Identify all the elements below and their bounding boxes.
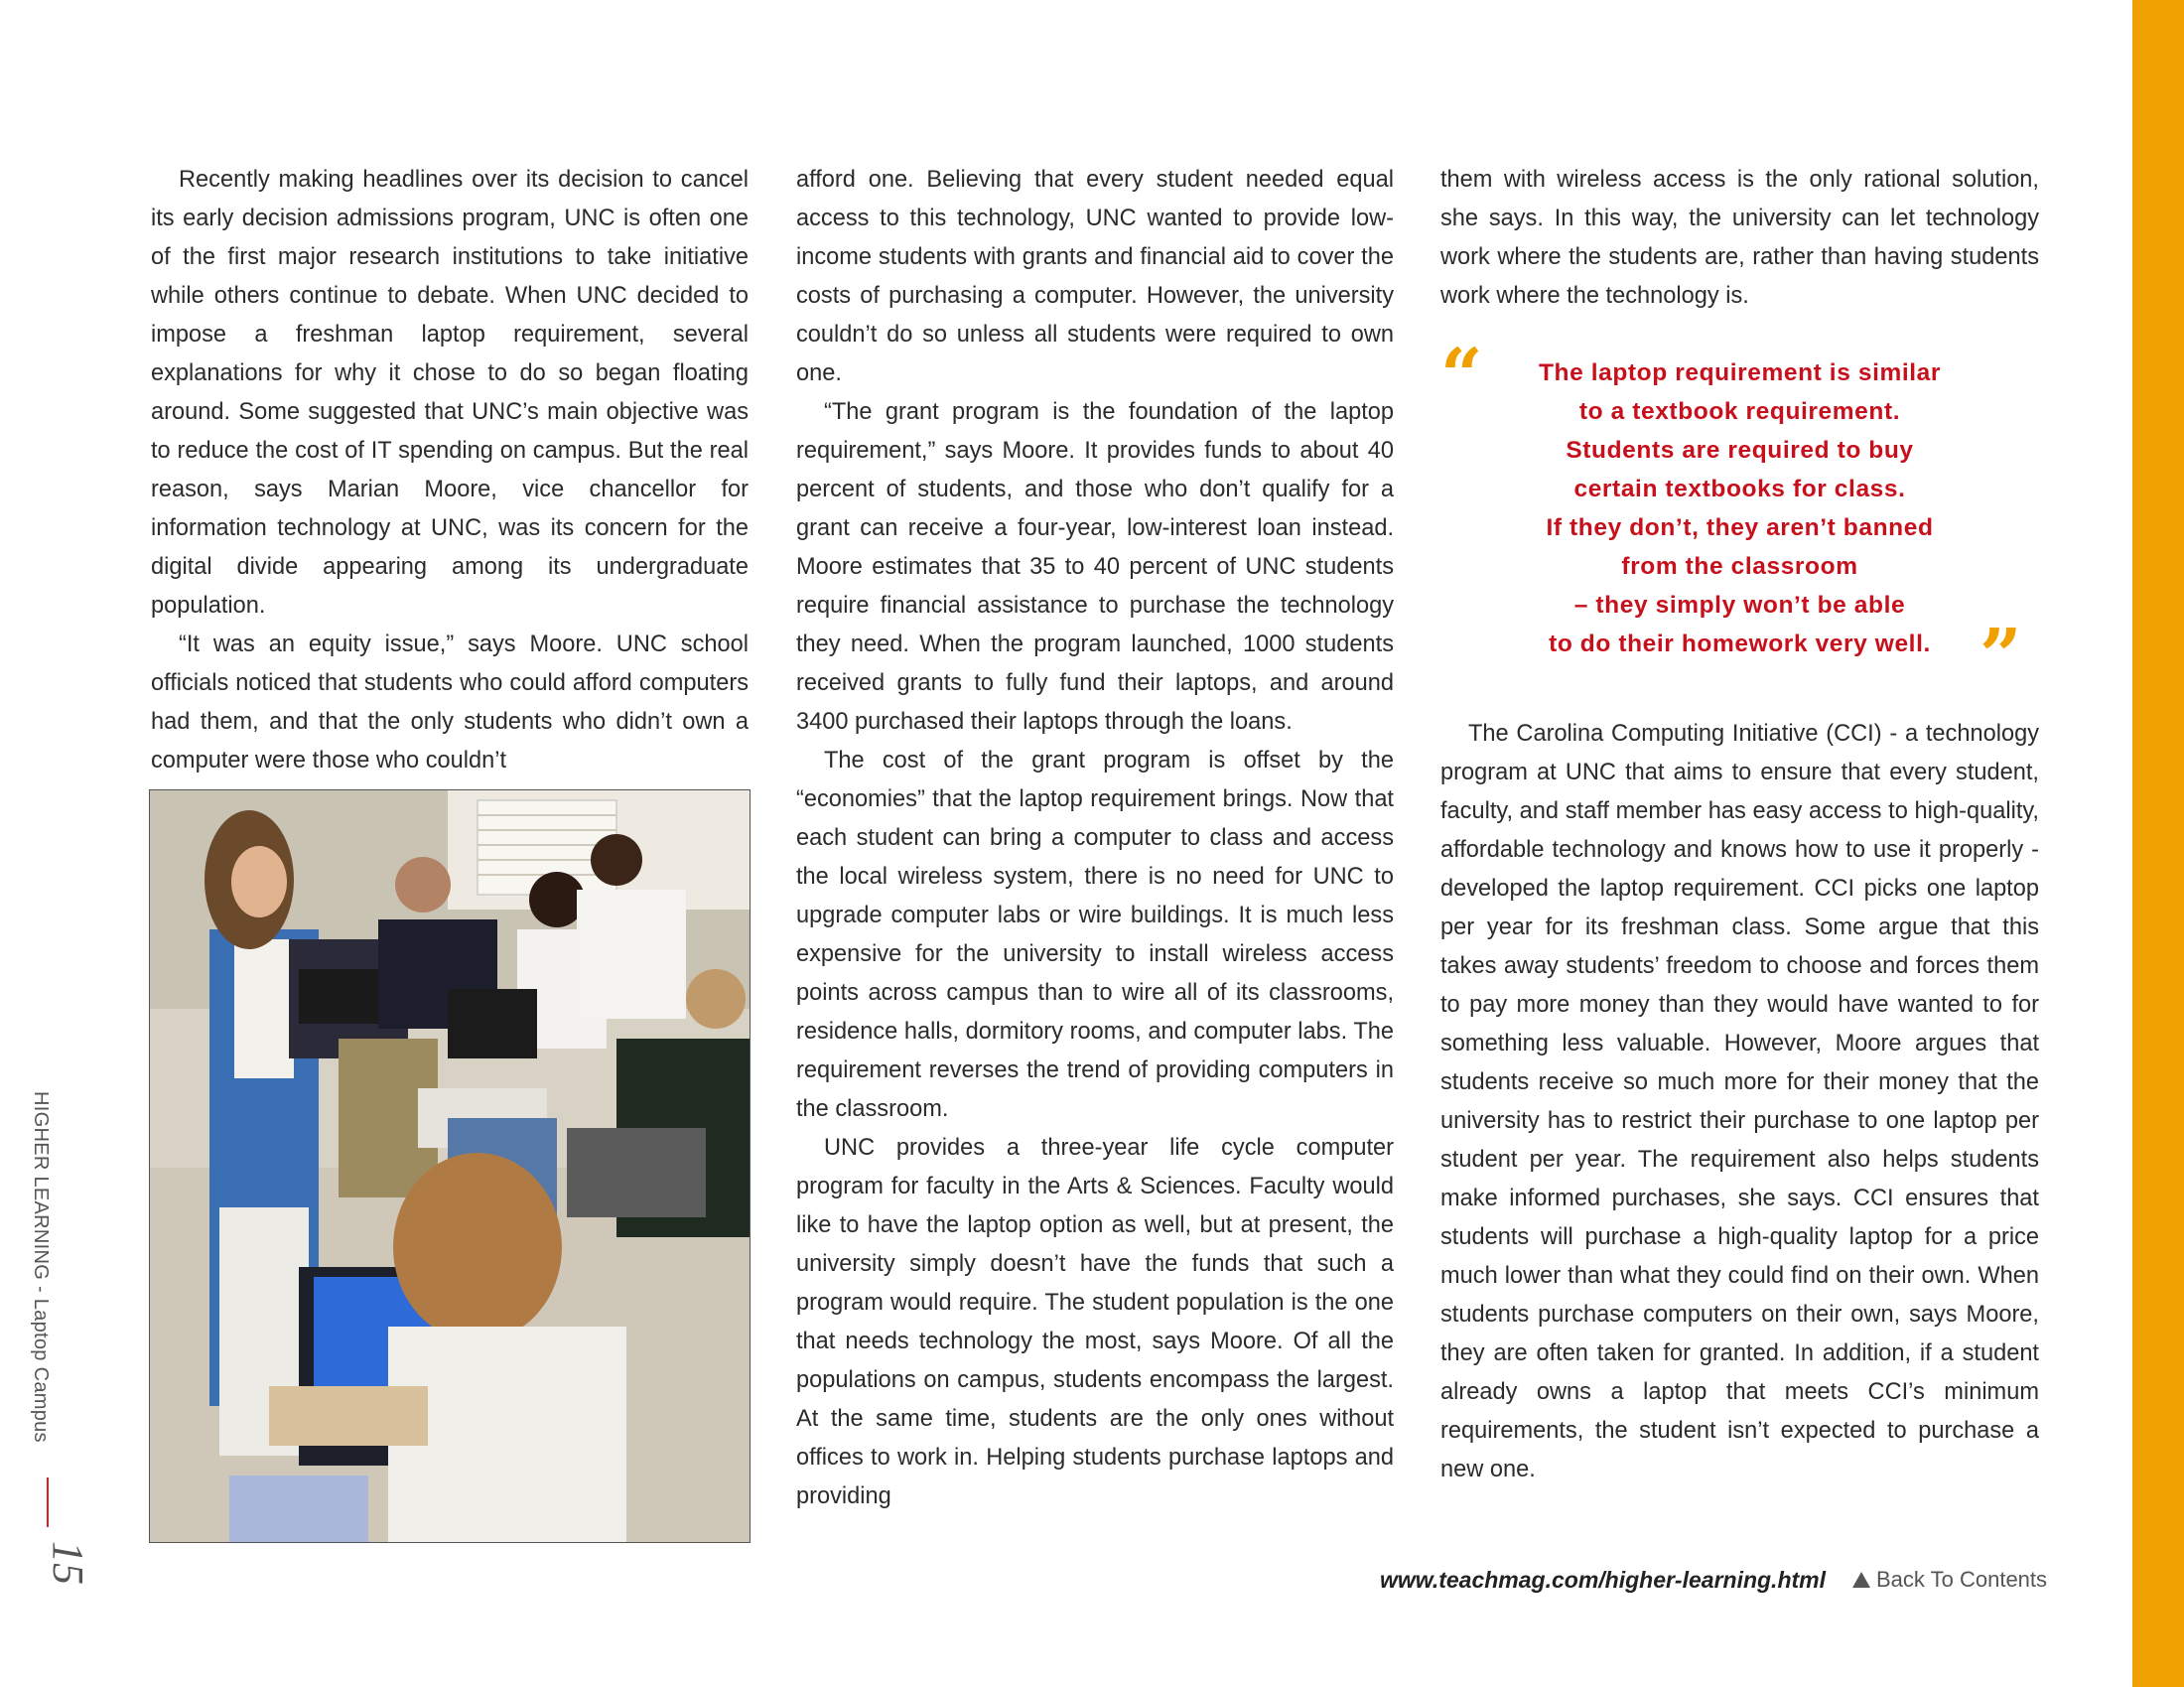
- classroom-photo: [149, 789, 751, 1543]
- pull-quote-line: from the classroom: [1621, 553, 1858, 580]
- paragraph: afford one. Believing that every student needed equal access to this technology, UNC wanted to provide low-income students with grants and financial aid to cover the costs of purchasing a computer. However, the university couldn’t do so unless all students were required to own one.: [796, 167, 1394, 386]
- page-number-text: 15: [44, 1541, 92, 1585]
- close-quote-mark: ”: [1979, 614, 2023, 699]
- section-label-text: HIGHER LEARNING - Laptop Campus: [30, 1091, 52, 1443]
- classroom-photo-illustration: [150, 790, 750, 1542]
- paragraph: UNC provides a three-year life cycle computer program for faculty in the Arts & Sciences. Faculty would like to have the laptop option as well, but at present, the university simply doesn’t have the funds that such a program would require. The student population is the one that needs technology the most, says Moore. Of all the populations on campus, students encompass the largest. At the same time, students are the only ones without offices to work in. Helping students purchase laptops and providing: [796, 1135, 1394, 1509]
- paragraph: Recently making headlines over its decision to cancel its early decision admissions program, UNC is often one of the first major research institutions to take initiative while others continue to debate. When UNC decided to impose a freshman laptop requirement, several explanations for why it chose to do so began floating around. Some suggested that UNC’s main objective was to reduce the cost of IT spending on campus. But the real reason, says Marian Moore, vice chancellor for information technology at UNC, was its concern for the digital divide appearing among its undergraduate population.: [151, 167, 749, 619]
- pull-quote-line: The laptop requirement is similar: [1538, 359, 1942, 386]
- paragraph: “The grant program is the foundation of the laptop requirement,” says Moore. It provides funds to about 40 percent of students, and those who don’t qualify for a grant can receive a four-year, low-interest loan instead. Moore estimates that 35 to 40 percent of UNC students require financial assistance to purchase the technology they need. When the program launched, 1000 students received grants to fully fund their laptops, and around 3400 purchased their laptops through the loans.: [796, 399, 1394, 735]
- paragraph: “It was an equity issue,” says Moore. UNC school officials noticed that students who could afford computers had them, and that the only students who didn’t own a computer were those who couldn’t: [151, 632, 749, 773]
- back-to-contents-label: Back To Contents: [1876, 1567, 2048, 1592]
- up-triangle-icon: [1852, 1572, 1870, 1588]
- pull-quote-line: to do their homework very well.: [1549, 631, 1931, 657]
- paragraph: The Carolina Computing Initiative (CCI) - a technology program at UNC that aims to ensure that every student, faculty, and staff member has easy access to high-quality, affordable technology and knows how to use it properly - developed the laptop requirement. CCI picks one laptop per year for its freshman class. Some argue that this takes away students’ freedom to choose and forces them to pay more money than they would have wanted to for something less valuable. However, Moore argues that students receive so much more for their money that the university has to restrict their purchase to one laptop per student per year. The requirement also helps students make informed purchases, she says. CCI ensures that students will purchase a high-quality laptop for a price much lower than what they could find on their own. When students purchase computers on their own, says Moore, they are often taken for granted. In addition, if a student already owns a laptop that meets CCI’s minimum requirements, the student isn’t expected to purchase a new one.: [1440, 721, 2039, 1482]
- paragraph: them with wireless access is the only rational solution, she says. In this way, the university can let technology work where the students are, rather than having students work where the technology is.: [1440, 167, 2039, 309]
- pull-quote-line: Students are required to buy: [1566, 437, 1914, 464]
- back-to-contents-link[interactable]: [1852, 1567, 2047, 1593]
- footer-url-link[interactable]: www.teachmag.com/higher-learning.html: [1380, 1567, 1826, 1593]
- article-column-1: [151, 161, 749, 780]
- pull-quote-line: certain textbooks for class.: [1573, 476, 1906, 502]
- pull-quote-line: to a textbook requirement.: [1578, 398, 1901, 425]
- open-quote-mark: “: [1440, 334, 1484, 419]
- pull-quote-line: – they simply won’t be able: [1573, 592, 1906, 619]
- column-3-lower-block: [1440, 715, 2039, 1489]
- orange-edge-bar: [2132, 0, 2184, 1687]
- article-column-2: [796, 161, 1394, 1516]
- section-label: [30, 1091, 73, 1478]
- pull-quote-line: If they don’t, they aren’t banned: [1546, 514, 1934, 541]
- page-number: [46, 1541, 93, 1607]
- pull-quote: [1440, 334, 2039, 699]
- paragraph: The cost of the grant program is offset by the “economies” that the laptop requirement brings. Now that each student can bring a computer to class and access the local wireless system, there is no need for UNC to upgrade computer labs or wire buildings. It is much less expensive for the university to install wireless access points across campus than to wire all of its classrooms, residence halls, dormitory rooms, and computer labs. The requirement reverses the trend of providing computers in the classroom.: [796, 748, 1394, 1122]
- section-divider: [47, 1477, 49, 1527]
